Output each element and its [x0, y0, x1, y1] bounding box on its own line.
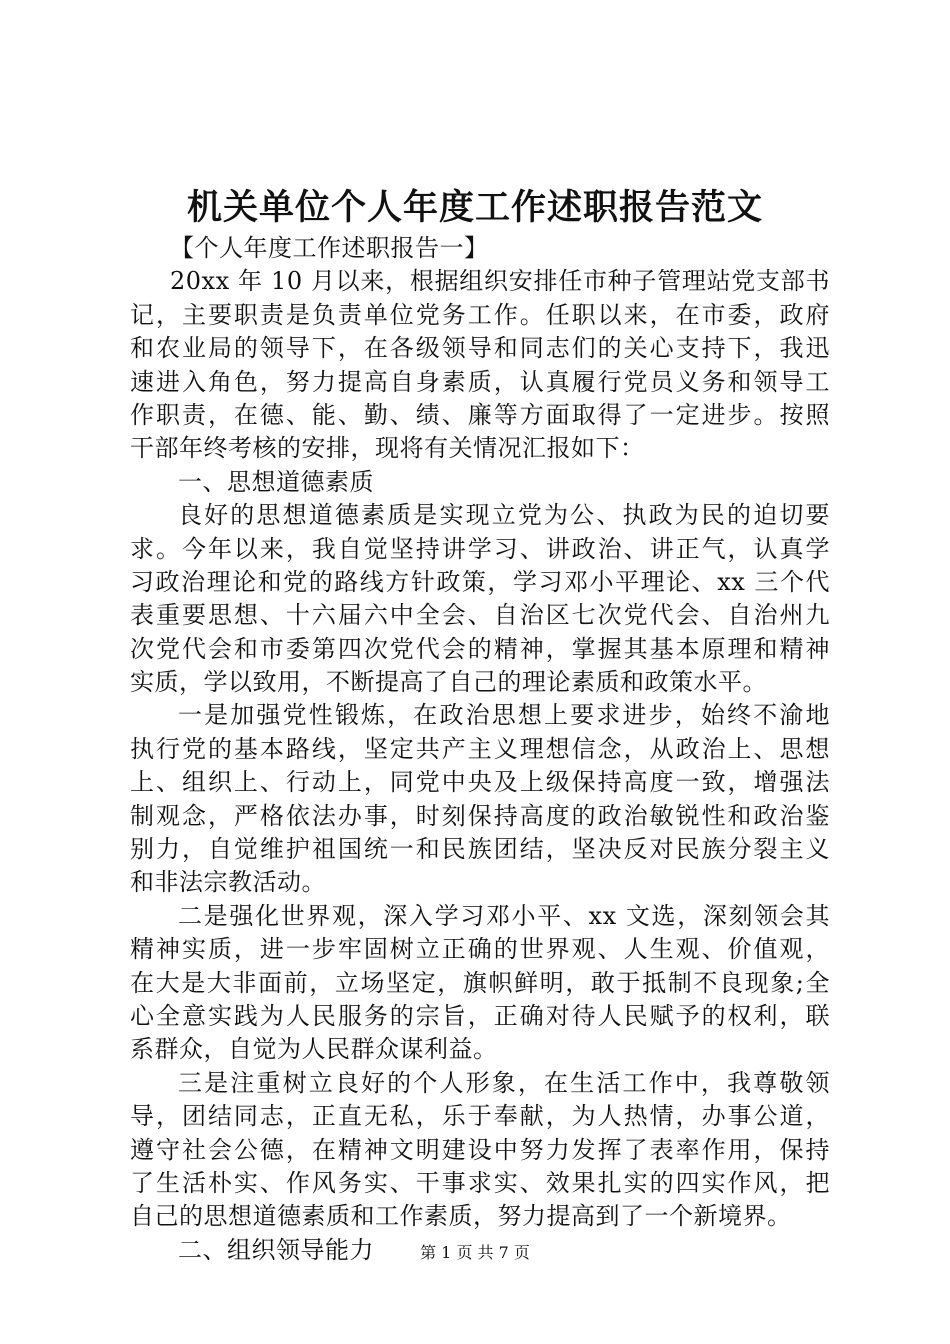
paragraph-line: 制观念，严格依法办事，时刻保持高度的政治敏锐性和政治鉴 — [130, 801, 830, 830]
paragraph-line: 记，主要职责是负责单位党务工作。任职以来，在市委，政府 — [130, 300, 830, 329]
document-title: 机关单位个人年度工作述职报告范文 — [186, 187, 763, 228]
paragraph-line: 执行党的基本路线，坚定共产主义理想信念，从政治上、思想 — [130, 734, 830, 763]
paragraph-line: 一是加强党性锻炼，在政治思想上要求进步，始终不渝地 — [178, 701, 830, 730]
paragraph-line: 心全意实践为人民服务的宗旨，正确对待人民赋予的权利，联 — [130, 1001, 830, 1030]
paragraph-line: 良好的思想道德素质是实现立党为公、执政为民的迫切要 — [178, 501, 830, 530]
paragraph-line: 别力，自觉维护祖国统一和民族团结，坚决反对民族分裂主义 — [130, 835, 830, 864]
paragraph-line: 上、组织上、行动上，同党中央及上级保持高度一致，增强法 — [130, 768, 830, 797]
paragraph-line: 和农业局的领导下，在各级领导和同志们的关心支持下，我迅 — [130, 334, 830, 363]
paragraph-line: 20xx 年 10 月以来，根据组织安排任市种子管理站党支部书 — [170, 267, 830, 296]
paragraph-line: 表重要思想、十六届六中全会、自治区七次党代会、自治州九 — [130, 601, 830, 630]
page-number-footer: 第 1 页 共 7 页 — [420, 1243, 530, 1262]
paragraph-line: 实质，学以致用，不断提高了自己的理论素质和政策水平。 — [130, 668, 767, 697]
paragraph-line: 次党代会和市委第四次党代会的精神，掌握其基本原理和精神 — [130, 634, 830, 663]
paragraph-line: 和非法宗教活动。 — [130, 868, 326, 897]
paragraph-line: 精神实质，进一步牢固树立正确的世界观、人生观、价值观， — [130, 935, 830, 964]
paragraph-line: 了生活朴实、作风务实、干事求实、效果扎实的四实作风，把 — [130, 1168, 830, 1197]
paragraph-line: 在大是大非面前，立场坚定，旗帜鲜明，敢于抵制不良现象;全 — [130, 968, 830, 997]
paragraph-line: 二是强化世界观，深入学习邓小平、xx 文选，深刻领会其 — [178, 901, 830, 930]
section-heading: 二、组织领导能力 — [178, 1235, 374, 1264]
document-body — [130, 232, 830, 1267]
paragraph-line: 习政治理论和党的路线方针政策，学习邓小平理论、xx 三个代 — [130, 567, 830, 596]
paragraph-line: 导，团结同志，正直无私，乐于奉献，为人热情，办事公道， — [130, 1102, 830, 1131]
paragraph-line: 求。今年以来，我自觉坚持讲学习、讲政治、讲正气，认真学 — [130, 534, 830, 563]
paragraph-line: 系群众，自觉为人民群众谋利益。 — [130, 1035, 498, 1064]
paragraph-line: 作职责，在德、能、勤、绩、廉等方面取得了一定进步。按照 — [130, 400, 830, 429]
section-heading: 一、思想道德素质 — [178, 467, 374, 496]
section-heading-report-one: 【个人年度工作述职报告一】 — [170, 234, 489, 262]
paragraph-line: 自己的思想道德素质和工作素质，努力提高到了一个新境界。 — [130, 1202, 792, 1231]
paragraph-line: 干部年终考核的安排，现将有关情况汇报如下： — [130, 434, 645, 463]
paragraph-line: 三是注重树立良好的个人形象，在生活工作中，我尊敬领 — [178, 1068, 830, 1097]
paragraph-line: 速进入角色，努力提高自身素质，认真履行党员义务和领导工 — [130, 367, 830, 396]
paragraph-line: 遵守社会公德，在精神文明建设中努力发挥了表率作用，保持 — [130, 1135, 830, 1164]
